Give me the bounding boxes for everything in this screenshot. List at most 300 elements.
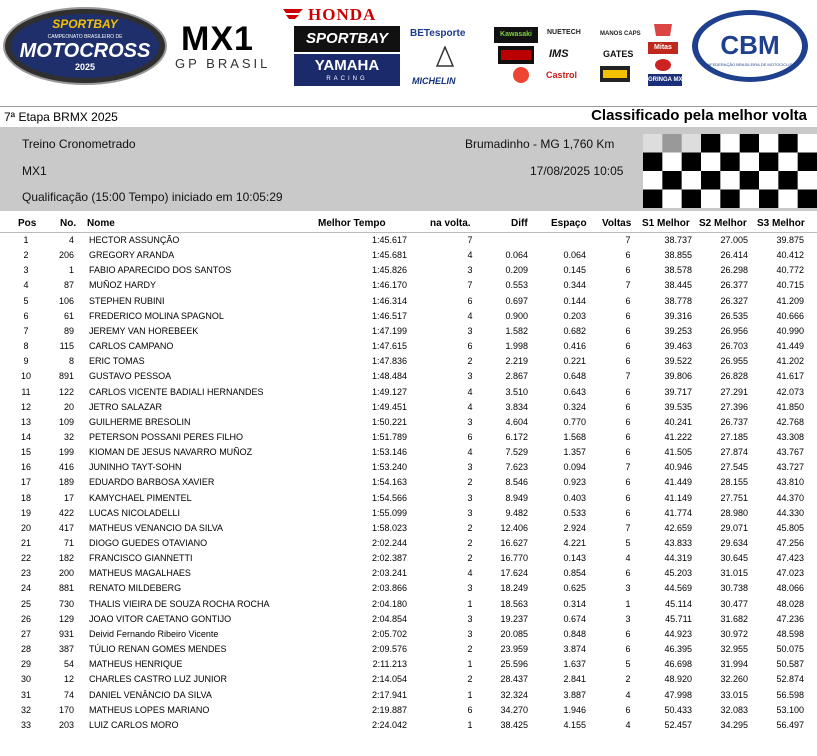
row-rider-name: GREGORY ARANDA [89, 250, 175, 261]
row-gap: 3.887 [563, 689, 586, 700]
gp-brasil-text: GP BRASIL [175, 56, 271, 71]
row-gap: 0.403 [563, 492, 586, 503]
flag-square [701, 171, 721, 190]
row-gap: 1.946 [563, 704, 586, 715]
row-rider-name: GUILHERME BRESOLIN [89, 416, 191, 427]
row-diff: 17.624 [500, 568, 528, 579]
table-row [0, 460, 817, 475]
flag-square [662, 171, 682, 190]
row-laps: 6 [625, 568, 631, 579]
row-rider-name: TÚLIO RENAN GOMES MENDES [89, 644, 227, 655]
row-s2: 26.327 [720, 295, 748, 306]
row-s3: 40.990 [776, 325, 804, 336]
row-laps: 6 [625, 356, 631, 367]
row-pos: 15 [20, 447, 31, 458]
row-laps: 6 [625, 628, 631, 639]
flag-square [798, 171, 817, 190]
row-gap: 0.324 [563, 401, 586, 412]
row-laps: 6 [625, 295, 631, 306]
row-on-lap: 1 [467, 719, 473, 730]
row-number: 87 [63, 280, 74, 291]
yamaha-text: YAMAHA [314, 57, 380, 74]
row-best-time: 1:55.099 [371, 507, 407, 518]
row-laps: 6 [625, 401, 631, 412]
session-datetime: 17/08/2025 10:05 [530, 164, 624, 178]
table-row [0, 536, 817, 551]
flag-square [740, 171, 760, 190]
row-diff: 23.959 [500, 644, 528, 655]
col-s1-header: S1 Melhor [642, 218, 690, 229]
row-pos: 6 [23, 310, 29, 321]
col-no-header: No. [60, 218, 77, 229]
row-best-time: 1:51.789 [371, 431, 407, 442]
row-rider-name: ERIC TOMAS [89, 356, 145, 367]
row-diff: 19.237 [500, 613, 528, 624]
row-gap: 3.874 [563, 644, 586, 655]
row-s3: 52.874 [776, 674, 804, 685]
row-rider-name: HECTOR ASSUNÇÃO [89, 235, 180, 245]
ims-logo: IMS [549, 48, 569, 60]
table-row [0, 718, 817, 733]
table-row [0, 233, 817, 248]
cbm-subtext: CONFEDERAÇÃO BRASILEIRA DE MOTOCICLISMO [701, 62, 799, 67]
flag-square [720, 153, 740, 172]
row-number: 4 [68, 235, 74, 245]
flag-square [682, 171, 702, 190]
row-pos: 5 [23, 295, 29, 306]
row-s2: 26.828 [720, 371, 748, 382]
table-row [0, 248, 817, 263]
row-s1: 39.717 [664, 386, 692, 397]
row-s2: 31.994 [720, 659, 748, 670]
col-name-header: Nome [87, 218, 115, 229]
table-row [0, 415, 817, 430]
row-pos: 33 [20, 719, 31, 730]
row-on-lap: 2 [467, 644, 473, 655]
row-rider-name: CARLOS CAMPANO [89, 341, 174, 352]
row-s1: 46.698 [664, 659, 692, 670]
flag-square [759, 153, 779, 172]
flag-square [701, 190, 721, 209]
row-rider-name: MUÑOZ HARDY [89, 280, 156, 291]
table-row [0, 491, 817, 506]
row-gap: 0.094 [563, 462, 586, 473]
betesporte-logo: BETesporte [410, 28, 466, 39]
row-gap: 2.841 [563, 674, 586, 685]
row-on-lap: 3 [467, 265, 473, 276]
row-s3: 53.100 [776, 704, 804, 715]
flag-square [778, 153, 798, 172]
row-laps: 6 [625, 265, 631, 276]
row-s2: 33.015 [720, 689, 748, 700]
row-s3: 45.805 [776, 522, 804, 533]
row-number: 106 [58, 295, 74, 306]
row-s2: 30.645 [720, 553, 748, 564]
triangle-logo-icon [436, 46, 454, 68]
row-best-time: 1:50.221 [371, 416, 407, 427]
row-s1: 44.923 [664, 628, 692, 639]
row-s2: 27.545 [720, 462, 748, 473]
row-rider-name: JETRO SALAZAR [89, 401, 163, 412]
row-s1: 50.433 [664, 704, 692, 715]
row-number: 20 [63, 401, 74, 412]
row-number: 189 [58, 477, 74, 488]
row-on-lap: 2 [467, 522, 473, 533]
row-s1: 45.114 [665, 598, 692, 609]
row-s3: 43.767 [776, 447, 804, 458]
row-s2: 27.291 [720, 386, 748, 397]
mx-brand-logo-icon [510, 66, 532, 84]
row-s3: 43.308 [776, 431, 804, 442]
row-diff: 1.998 [505, 341, 528, 352]
row-gap: 2.924 [563, 522, 586, 533]
manos-caps-logo: MANOS CAPS [600, 31, 641, 37]
row-pos: 21 [20, 538, 31, 548]
row-s1: 39.463 [664, 341, 692, 352]
row-pos: 22 [20, 553, 31, 564]
row-rider-name: FRANCISCO GIANNETTI [89, 553, 193, 564]
row-best-time: 1:53.146 [371, 447, 407, 458]
row-gap: 0.143 [563, 553, 586, 564]
row-pos: 24 [20, 583, 31, 594]
row-s2: 32.955 [720, 644, 748, 655]
row-pos: 13 [20, 416, 31, 427]
row-s3: 39.875 [776, 235, 804, 245]
row-best-time: 1:45.826 [371, 265, 407, 276]
row-pos: 25 [20, 598, 31, 609]
honda-logo [282, 5, 414, 25]
flag-square [759, 171, 779, 190]
sponsor-banner [0, 0, 817, 96]
col-s2-header: S2 Melhor [699, 218, 747, 229]
row-on-lap: 4 [467, 310, 473, 321]
row-number: 61 [63, 310, 74, 321]
row-number: 122 [58, 386, 74, 397]
row-diff: 1.582 [505, 325, 528, 336]
row-best-time: 2:11.213 [372, 659, 407, 670]
row-pos: 9 [23, 356, 29, 367]
row-s2: 27.396 [720, 401, 748, 412]
nuetech-logo: NUETECH [547, 29, 581, 36]
row-laps: 4 [625, 719, 631, 730]
row-pos: 18 [20, 492, 31, 503]
table-row [0, 566, 817, 581]
row-s1: 48.920 [664, 674, 692, 685]
row-s3: 47.236 [776, 613, 804, 624]
row-s2: 26.703 [720, 341, 748, 352]
row-pos: 10 [20, 371, 31, 382]
row-rider-name: STEPHEN RUBINI [89, 295, 165, 306]
table-row [0, 294, 817, 309]
row-s3: 41.617 [776, 371, 804, 382]
row-s2: 32.260 [720, 674, 748, 685]
row-pos: 14 [20, 431, 31, 442]
row-best-time: 1:46.517 [371, 310, 407, 321]
row-pos: 32 [20, 704, 31, 715]
flag-square [798, 190, 817, 209]
row-laps: 4 [625, 689, 631, 700]
flag-square [720, 171, 740, 190]
table-row [0, 278, 817, 293]
flag-square [682, 134, 702, 153]
flag-square [759, 190, 779, 209]
flag-square [701, 153, 721, 172]
brazil-logo-icon [498, 46, 534, 64]
flag-square [740, 153, 760, 172]
row-gap: 0.221 [563, 356, 586, 367]
row-on-lap: 6 [467, 341, 473, 352]
row-s1: 38.445 [664, 280, 692, 291]
honda-wing-icon [282, 7, 304, 21]
row-diff: 0.697 [505, 295, 528, 306]
row-diff: 7.623 [505, 462, 528, 473]
row-rider-name: MATHEUS MAGALHAES [89, 568, 191, 579]
row-number: 206 [58, 250, 74, 261]
flag-square [682, 190, 702, 209]
session-name: Treino Cronometrado [22, 137, 136, 151]
row-number: 115 [59, 341, 74, 352]
row-diff: 38.425 [500, 719, 528, 730]
row-gap: 1.637 [563, 659, 586, 670]
row-pos: 3 [23, 265, 29, 276]
row-gap: 0.770 [563, 416, 586, 427]
flag-square [662, 190, 682, 209]
table-row [0, 703, 817, 718]
row-diff: 16.770 [500, 553, 528, 564]
row-s2: 30.972 [720, 628, 748, 639]
flag-square [798, 134, 817, 153]
row-gap: 0.203 [563, 310, 586, 321]
row-s1: 38.855 [664, 250, 692, 261]
row-on-lap: 3 [467, 507, 473, 518]
event-logo-brand: SPORTBAY [52, 17, 118, 31]
row-best-time: 1:53.240 [371, 462, 407, 473]
event-logo [3, 6, 168, 86]
row-s1: 43.833 [664, 538, 692, 548]
checkered-flag-icon [643, 134, 817, 208]
row-number: 129 [58, 613, 74, 624]
row-diff: 4.604 [505, 416, 528, 427]
row-gap: 0.416 [563, 341, 586, 352]
row-rider-name: EDUARDO BARBOSA XAVIER [89, 477, 215, 488]
row-best-time: 2:03.866 [371, 583, 407, 594]
row-laps: 6 [625, 416, 631, 427]
row-s3: 43.810 [776, 477, 804, 488]
flag-square [778, 190, 798, 209]
row-diff: 18.249 [500, 583, 528, 594]
row-s3: 47.023 [776, 568, 804, 579]
row-rider-name: KAMYCHAEL PIMENTEL [89, 492, 192, 503]
event-logo-line1: CAMPEONATO BRASILEIRO DE [47, 34, 123, 40]
flag-square [643, 171, 663, 190]
row-gap: 0.923 [563, 477, 586, 488]
row-on-lap: 1 [467, 659, 473, 670]
row-s2: 26.737 [720, 416, 748, 427]
row-diff: 25.596 [500, 659, 528, 670]
row-best-time: 1:49.451 [371, 401, 407, 412]
row-s2: 34.295 [720, 719, 748, 730]
event-logo-year: 2025 [74, 62, 96, 72]
cbm-text: CBM [720, 30, 780, 60]
row-on-lap: 2 [467, 553, 473, 564]
row-number: 71 [63, 538, 74, 548]
flag-square [662, 153, 682, 172]
row-laps: 7 [625, 371, 631, 382]
row-laps: 6 [625, 341, 631, 352]
castrol-logo: Castrol [546, 70, 578, 80]
row-best-time: 2:09.576 [371, 644, 407, 655]
row-number: 109 [58, 416, 74, 427]
class-name: MX1 [22, 164, 47, 178]
row-s3: 40.772 [776, 265, 804, 276]
row-rider-name: PETERSON POSSANI PERES FILHO [89, 431, 244, 442]
row-on-lap: 1 [467, 598, 473, 609]
row-s1: 45.203 [664, 568, 692, 579]
row-s1: 39.253 [664, 325, 692, 336]
row-rider-name: FABIO APARECIDO DOS SANTOS [89, 265, 232, 276]
row-best-time: 1:58.023 [371, 522, 407, 533]
row-best-time: 2:04.180 [371, 598, 407, 609]
mx1-mark: MX1 [181, 20, 254, 58]
row-s1: 44.569 [664, 583, 692, 594]
row-laps: 6 [625, 492, 631, 503]
row-number: 422 [58, 507, 74, 518]
row-on-lap: 3 [467, 492, 473, 503]
table-row [0, 521, 817, 536]
table-row [0, 657, 817, 672]
row-laps: 7 [625, 522, 631, 533]
table-row [0, 506, 817, 521]
row-best-time: 1:46.170 [371, 280, 407, 291]
row-s2: 31.015 [720, 568, 748, 579]
flag-square [798, 153, 817, 172]
row-on-lap: 4 [467, 386, 473, 397]
row-gap: 4.221 [563, 538, 586, 548]
row-number: 32 [63, 431, 74, 442]
row-s1: 39.316 [664, 310, 692, 321]
row-s1: 38.778 [664, 295, 692, 306]
row-diff: 6.172 [505, 431, 528, 442]
flag-square [643, 153, 663, 172]
row-s3: 44.330 [776, 507, 804, 518]
row-gap: 0.344 [563, 280, 586, 291]
row-diff: 28.437 [500, 674, 528, 685]
row-number: 730 [58, 598, 74, 609]
row-number: 199 [58, 447, 74, 458]
row-rider-name: JEREMY VAN HOREBEEK [89, 325, 199, 336]
row-s3: 43.727 [776, 462, 804, 473]
row-on-lap: 2 [467, 356, 473, 367]
row-on-lap: 6 [467, 295, 473, 306]
row-pos: 12 [20, 401, 31, 412]
flag-square [643, 134, 663, 153]
session-info-text-panel [0, 127, 640, 211]
row-s1: 41.774 [664, 507, 692, 518]
row-s3: 56.598 [776, 689, 804, 700]
row-pos: 28 [20, 644, 31, 655]
row-laps: 7 [625, 280, 631, 291]
row-gap: 0.144 [563, 295, 586, 306]
row-diff: 2.219 [505, 356, 528, 367]
row-s2: 26.414 [720, 250, 748, 261]
row-on-lap: 2 [467, 674, 473, 685]
row-diff: 3.834 [505, 401, 528, 412]
row-s3: 42.073 [776, 386, 804, 397]
row-rider-name: FREDERICO MOLINA SPAGNOL [89, 310, 224, 321]
row-s3: 41.202 [776, 356, 804, 367]
row-number: 417 [58, 522, 74, 533]
row-s2: 26.298 [720, 265, 748, 276]
table-row [0, 551, 817, 566]
row-on-lap: 4 [467, 568, 473, 579]
row-pos: 11 [21, 386, 31, 397]
row-s2: 29.071 [720, 522, 748, 533]
row-number: 89 [63, 325, 74, 336]
row-laps: 3 [625, 583, 631, 594]
row-best-time: 2:19.887 [371, 704, 407, 715]
flag-square [759, 134, 779, 153]
track-location: Brumadinho - MG 1,760 Km [465, 137, 615, 151]
row-laps: 5 [625, 659, 631, 670]
row-s1: 41.222 [664, 431, 692, 442]
row-s3: 48.028 [776, 598, 804, 609]
row-laps: 5 [625, 538, 631, 548]
row-rider-name: KIOMAN DE JESUS NAVARRO MUÑOZ [89, 447, 253, 458]
row-best-time: 2:03.241 [371, 568, 407, 579]
cbm-logo [690, 8, 810, 84]
row-rider-name: CHARLES CASTRO LUZ JUNIOR [89, 674, 228, 685]
row-laps: 6 [625, 507, 631, 518]
kawasaki-logo: Kawasaki [494, 27, 538, 43]
row-best-time: 2:14.054 [371, 674, 407, 685]
row-laps: 6 [625, 386, 631, 397]
table-row [0, 445, 817, 460]
row-s1: 38.737 [664, 235, 692, 245]
yamaha-racing-logo [294, 54, 400, 86]
row-on-lap: 3 [467, 416, 473, 427]
row-s3: 41.449 [776, 341, 804, 352]
row-s2: 30.477 [720, 598, 748, 609]
row-s1: 41.505 [664, 447, 692, 458]
row-pos: 16 [20, 462, 31, 473]
row-best-time: 1:47.615 [371, 341, 407, 352]
row-s1: 39.806 [664, 371, 692, 382]
row-number: 891 [58, 371, 74, 382]
racing-text: RACING [326, 76, 368, 82]
flag-square [740, 134, 760, 153]
row-best-time: 1:47.199 [371, 325, 407, 336]
row-number: 1 [68, 265, 74, 276]
flag-square [740, 190, 760, 209]
row-s2: 27.005 [720, 235, 748, 245]
event-name: 7ª Etapa BRMX 2025 [4, 110, 118, 124]
row-pos: 30 [20, 674, 31, 685]
row-gap: 0.314 [563, 598, 586, 609]
row-laps: 6 [625, 447, 631, 458]
row-rider-name: MATHEUS VENANCIO DA SILVA [89, 522, 224, 533]
row-on-lap: 7 [467, 235, 473, 245]
row-pos: 31 [20, 689, 31, 700]
row-best-time: 1:49.127 [371, 386, 407, 397]
row-laps: 1 [625, 598, 631, 609]
col-diff-header: Diff [511, 218, 528, 229]
row-best-time: 2:05.702 [371, 628, 407, 639]
row-s3: 48.066 [776, 583, 804, 594]
row-diff: 16.627 [500, 538, 528, 548]
row-s1: 39.535 [664, 401, 692, 412]
row-diff: 7.529 [505, 447, 528, 458]
row-s2: 27.874 [720, 447, 748, 458]
